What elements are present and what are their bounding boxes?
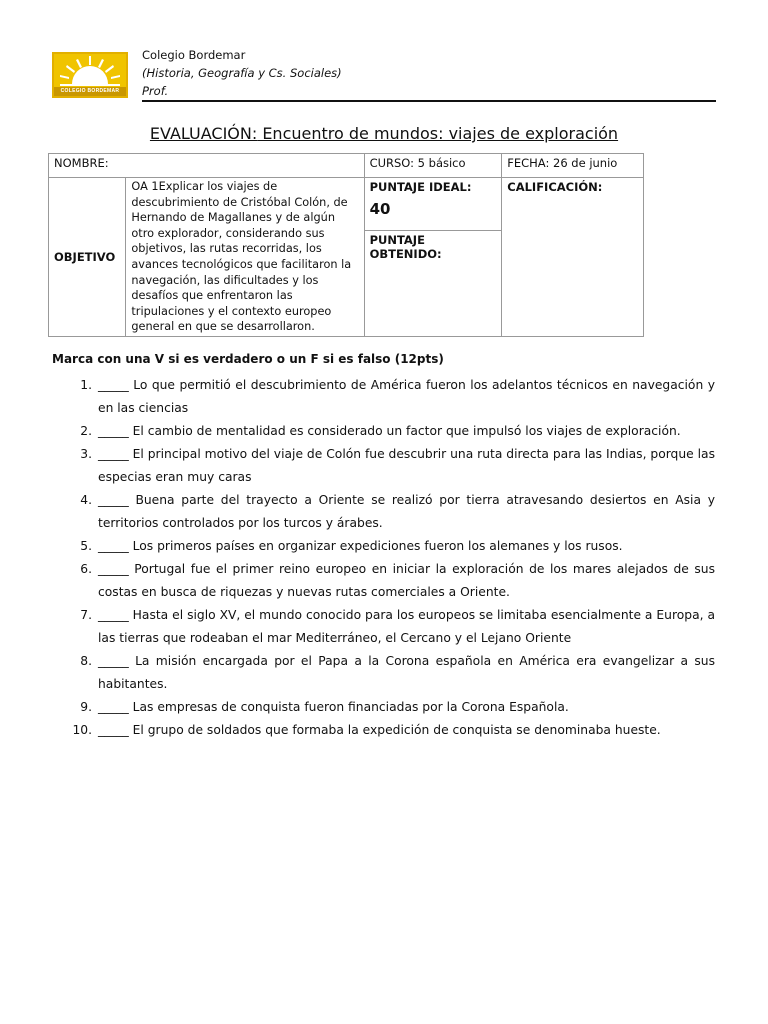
question-number: 8. — [80, 654, 92, 668]
school-name: Colegio Bordemar — [142, 48, 246, 62]
question-number: 10. — [72, 723, 92, 737]
curso-label: CURSO: 5 básico — [369, 156, 466, 170]
info-row-objective — [49, 178, 644, 231]
question-item[interactable] — [58, 443, 715, 489]
question-number: 7. — [80, 608, 92, 622]
question-text: _____ Portugal fue el primer reino europeo en iniciar la exploración de los mares alejados de sus costas en busca de riquezas y nuevas rutas comerciales a Oriente. — [98, 562, 715, 599]
question-item[interactable] — [58, 374, 715, 420]
header-divider — [142, 100, 716, 102]
nombre-label: NOMBRE: — [54, 156, 109, 170]
question-number: 2. — [80, 424, 92, 438]
question-item[interactable] — [58, 558, 715, 604]
question-item[interactable] — [58, 604, 715, 650]
info-row-student — [49, 154, 644, 178]
logo-caption: COLEGIO BORDEMAR — [54, 87, 126, 96]
question-text: _____ El grupo de soldados que formaba la expedición de conquista se denominaba hueste. — [98, 723, 661, 737]
question-text: _____ Las empresas de conquista fueron financiadas por la Corona Española. — [98, 700, 569, 714]
question-text: _____ Lo que permitió el descubrimiento de América fueron los adelantos técnicos en navegación y en las ciencias — [98, 378, 715, 415]
title-prefix: EVALUACIÓN: — [149, 124, 258, 143]
question-number: 4. — [80, 493, 92, 507]
question-text: _____ La misión encargada por el Papa a la Corona española en América era evangelizar a sus habitantes. — [98, 654, 715, 691]
question-number: 1. — [80, 378, 92, 392]
question-item[interactable] — [58, 420, 715, 443]
puntaje-ideal-label: PUNTAJE IDEAL: — [369, 180, 472, 194]
calificacion-cell[interactable] — [502, 178, 644, 337]
question-number: 6. — [80, 562, 92, 576]
question-text: _____ El principal motivo del viaje de Colón fue descubrir una ruta directa para las Indias, porque las especias eran muy caras — [98, 447, 715, 484]
school-subject: (Historia, Geografía y Cs. Sociales) — [142, 66, 342, 80]
question-item[interactable] — [58, 650, 715, 696]
calificacion-label: CALIFICACIÓN: — [507, 180, 603, 194]
fecha-cell — [502, 154, 644, 178]
school-header — [142, 46, 342, 100]
question-text: _____ El cambio de mentalidad es considerado un factor que impulsó los viajes de exploración. — [98, 424, 681, 438]
objetivo-label: OBJETIVO — [54, 249, 116, 264]
page-title — [0, 124, 768, 143]
question-item[interactable] — [58, 719, 715, 742]
objetivo-text: OA 1Explicar los viajes de descubrimiento de Cristóbal Colón, de Hernando de Magallanes y de algún otro explorador, considerando sus objetivos, las rutas recorridas, los avances tecnológicos que facilitaron la navegación, las dificultades y los desafíos que enfrentaron las tripulaciones y el contexto europeo general en que se desarrollaron. — [131, 180, 352, 334]
puntaje-ideal-value: 40 — [369, 200, 391, 218]
puntaje-ideal-cell — [364, 178, 502, 231]
question-text: _____ Hasta el siglo XV, el mundo conocido para los europeos se limitaba esencialmente a Europa, a las tierras que rodeaban el mar Mediterráneo, el Cercano y el Lejano Oriente — [98, 608, 715, 645]
fecha-label: FECHA: 26 de junio — [507, 156, 618, 170]
question-item[interactable] — [58, 489, 715, 535]
title-text: Encuentro de mundos: viajes de exploración — [257, 124, 619, 143]
question-item[interactable] — [58, 696, 715, 719]
objetivo-text-cell — [126, 178, 364, 337]
question-item[interactable] — [58, 535, 715, 558]
question-list — [58, 374, 715, 742]
sunrise-logo-icon — [54, 54, 126, 88]
teacher-label: Prof. — [142, 84, 169, 98]
instruction-text: Marca con una V si es verdadero o un F si es falso (12pts) — [52, 352, 444, 366]
info-table — [48, 153, 644, 337]
question-number: 5. — [80, 539, 92, 553]
question-number: 3. — [80, 447, 92, 461]
objetivo-label-cell — [49, 178, 126, 337]
puntaje-obtenido-cell[interactable] — [364, 230, 502, 336]
puntaje-obtenido-label: PUNTAJE OBTENIDO: — [369, 232, 442, 261]
question-text: _____ Los primeros países en organizar expediciones fueron los alemanes y los rusos. — [98, 539, 623, 553]
nombre-cell[interactable] — [49, 154, 365, 178]
curso-cell — [364, 154, 502, 178]
question-text: _____ Buena parte del trayecto a Oriente se realizó por tierra atravesando desiertos en Asia y territorios controlados por los turcos y árabes. — [98, 493, 715, 530]
school-logo — [52, 52, 128, 98]
question-number: 9. — [80, 700, 92, 714]
